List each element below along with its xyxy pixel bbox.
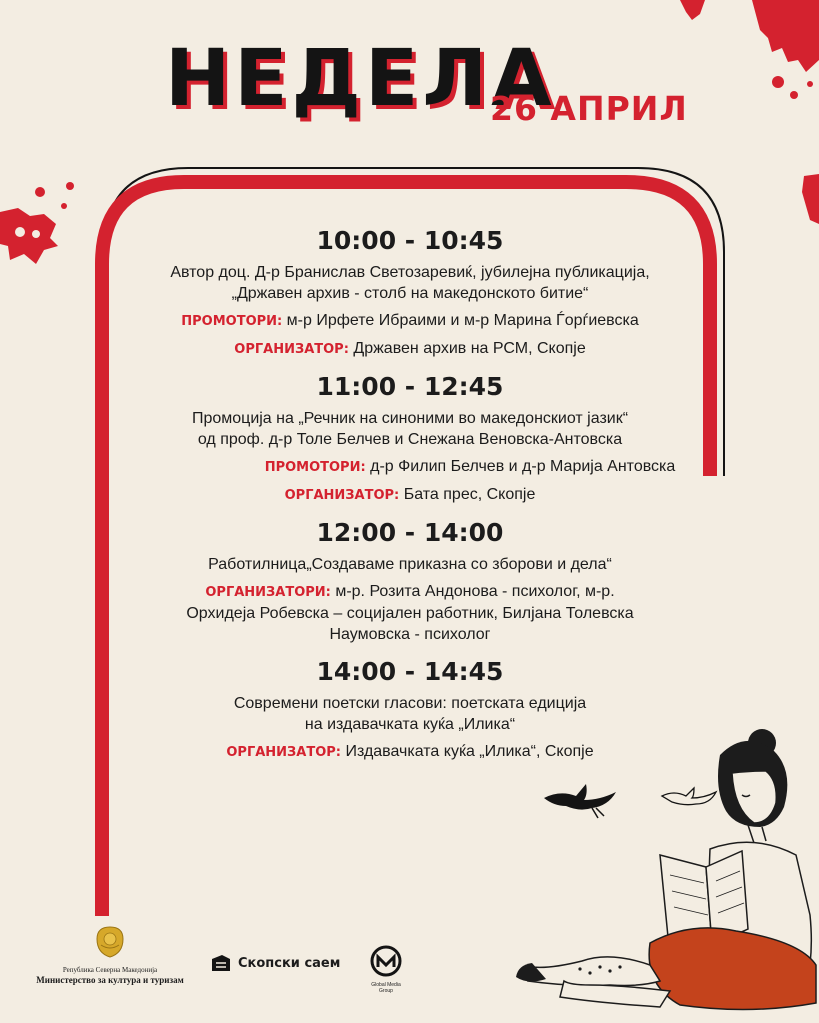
role-label: ПРОМОТОРИ: [264, 460, 366, 475]
gmg-logo [366, 945, 406, 994]
role-text: Издавачката куќа „Илика“, Скопје [341, 743, 594, 760]
session-desc: Работилница„Создаваме приказна со зборови и дела“ [208, 556, 612, 573]
role-text: Државен архив на РСМ, Скопје [348, 340, 586, 357]
role-text-cont: Орхидеја Робевска – социјален работник, Билјана Толевска [186, 605, 634, 622]
session-time: 12:00 - 14:00 [316, 518, 504, 547]
gmg-logo-icon [368, 945, 404, 977]
session-time: 10:00 - 10:45 [316, 226, 504, 255]
role-text: м-р. Розита Андонова - психолог, м-р. [330, 583, 615, 600]
session-role [110, 484, 710, 506]
session-desc: од проф. д-р Толе Белчев и Снежана Веновска-Антовска [197, 431, 623, 448]
ink-splat-icon [800, 170, 819, 230]
ministry-line1: Република Северна Македонија [62, 966, 158, 974]
role-text: Бата прес, Скопје [399, 486, 536, 503]
role-label: ОРГАНИЗАТОР: [234, 342, 349, 357]
session-role [110, 581, 710, 603]
session-role [110, 456, 710, 478]
saem-logo-icon [210, 953, 232, 973]
role-text: м-р Ирфете Ибраими и м-р Марина Ѓорѓиевска [282, 312, 639, 329]
role-label: ОРГАНИЗАТОР: [284, 488, 400, 503]
coat-of-arms-icon [93, 925, 127, 959]
session-role [110, 310, 710, 332]
session-time: 11:00 - 12:45 [316, 372, 504, 401]
session-desc: Автор доц. Д-р Бранислав Светозаревиќ, јубилејна публикација, [170, 264, 650, 281]
role-label: ПРОМОТОРИ: [181, 314, 283, 329]
session-desc: „Државен архив - столб на македонското битие“ [231, 285, 589, 302]
gmg-text: Global Media Group [371, 982, 401, 994]
day-title: НЕДЕЛА [165, 34, 556, 124]
saem-logo [210, 953, 340, 973]
ink-splat-icon [0, 180, 82, 270]
event-date: 26 АПРИЛ [490, 89, 688, 128]
session-2 [110, 374, 710, 506]
role-label: ОРГАНИЗАТОР: [226, 745, 342, 760]
schedule [110, 228, 710, 777]
reading-girl-icon [510, 715, 819, 1023]
session-1 [110, 228, 710, 360]
ministry-line2: Министерство за култура и туризам [36, 975, 184, 985]
role-text-cont: Наумовска - психолог [329, 626, 491, 643]
ministry-logo [35, 925, 185, 986]
session-desc: Промоција на „Речник на синоними во македонскиот јазик“ [191, 410, 629, 427]
session-role [110, 338, 710, 360]
role-text: д-р Филип Белчев и д-р Марија Антовска [365, 458, 676, 475]
session-time: 14:00 - 14:45 [316, 657, 504, 686]
session-desc: на издавачката куќа „Илика“ [304, 716, 516, 733]
saem-text: Скопски саем [238, 955, 341, 971]
role-label: ОРГАНИЗАТОРИ: [205, 585, 331, 600]
session-desc: Современи поетски гласови: поетската едиција [233, 695, 587, 712]
session-3 [110, 520, 710, 645]
